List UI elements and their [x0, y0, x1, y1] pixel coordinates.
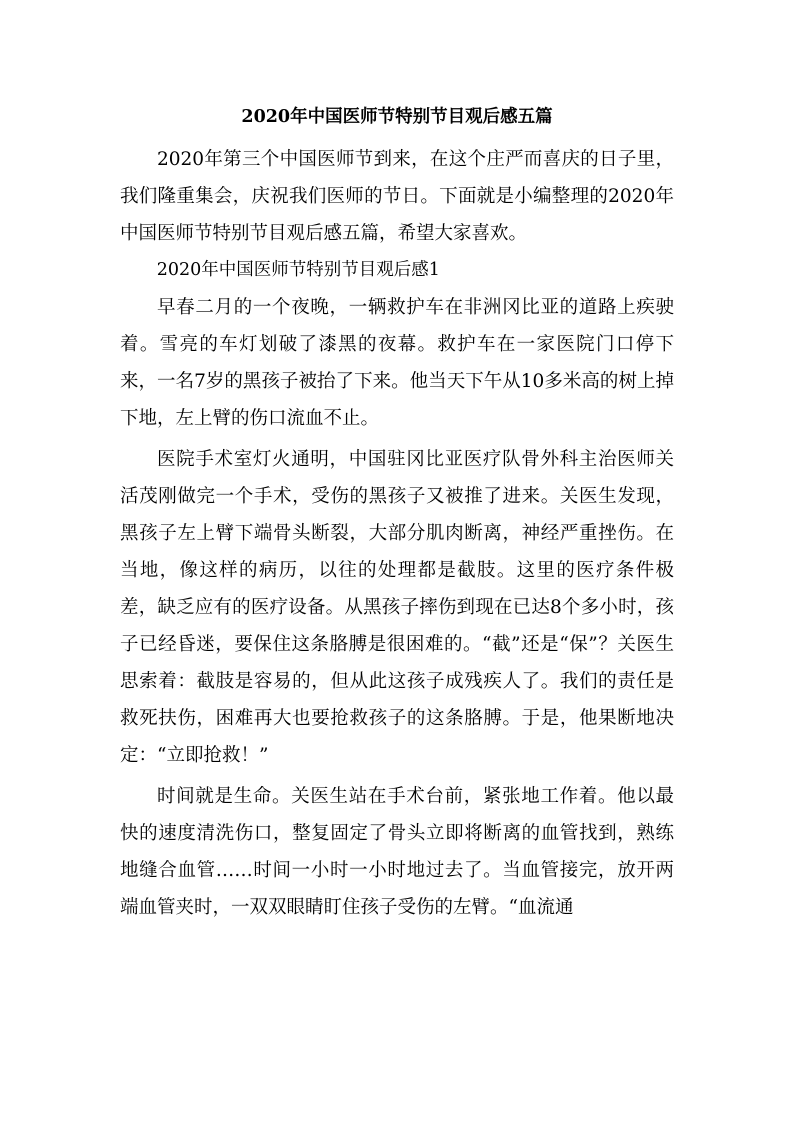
body-paragraph-2: 医院手术室灯火通明，中国驻冈比亚医疗队骨外科主治医师关活茂刚做完一个手术，受伤的黑孩子又被推了进来。关医生发现，黑孩子左上臂下端骨头断裂，大部分肌肉断离，神经严重挫伤。在当地，像这样的病历，以往的处理都是截肢。这里的医疗条件极差，缺乏应有的医疗设备。从黑孩子摔伤到现在已达8个多小时，孩子已经昏迷，要保住这条胳膊是很困难的。“截”还是“保”？关医生思索着：截肢是容易的，但从此这孩子成残疾人了。我们的责任是救死扶伤，困难再大也要抢救孩子的这条胳膊。于是，他果断地决定：“立即抢救！” [120, 449, 674, 766]
document-page [120, 94, 674, 926]
body-paragraph-1: 早春二月的一个夜晚，一辆救护车在非洲冈比亚的道路上疾驶着。雪亮的车灯划破了漆黑的夜幕。救护车在一家医院门口停下来，一名7岁的黑孩子被抬了下来。他当天下午从10多米高的树上掉下地，左上臂的伤口流血不止。 [120, 297, 674, 429]
body-paragraph-3: 时间就是生命。关医生站在手术台前，紧张地工作着。他以最快的速度清洗伤口，整复固定了骨头立即将断离的血管找到，熟练地缝合血管……时间一小时一小时地过去了。当血管接完，放开两端血管夹时，一双双眼睛盯住孩子受伤的左臂。“血流通 [120, 786, 674, 918]
intro-paragraph: 2020年第三个中国医师节到来，在这个庄严而喜庆的日子里，我们隆重集会，庆祝我们医师的节日。下面就是小编整理的2020年中国医师节特别节目观后感五篇，希望大家喜欢。 [120, 149, 674, 244]
section-heading: 2020年中国医师节特别节目观后感1 [156, 260, 440, 280]
document-title: 2020年中国医师节特别节目观后感五篇 [241, 107, 553, 127]
